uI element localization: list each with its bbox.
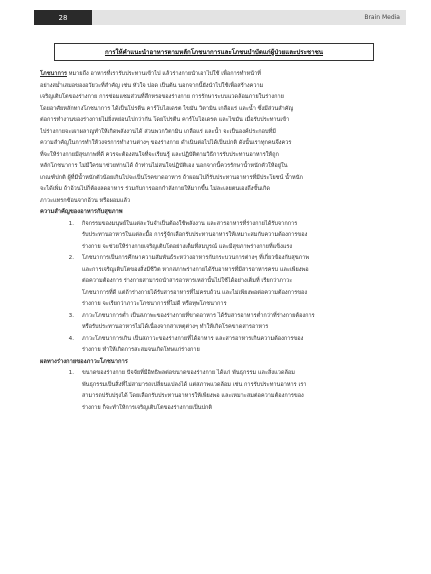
intro-line: จะได้เพิ่ม ถ้าอ้วนไปก็ต้องลดอาหาร ร่วมกับการออกกำลังกายให้มากขึ้น ไม่ละเลยตนเองถึงขั้นเกิด [40,186,270,192]
list-line: สามารถปรับปรุงได้ โดยเลือกรับประทานอาหารให้เพียงพอ และเหมาะสมต่อความต้องการของ [82,393,304,399]
list-item [40,311,388,334]
list-line: ร่างกาย ก็จะทำให้การเจริญเติบโตของร่างกายเป็นปกติ [82,404,213,411]
intro-line: เกณฑ์ปกติ ผู้ที่มีน้ำหนักตัวน้อยเกินไปจะเป็นโรคขาดอาหาร ถ้าผอมไปก็รับประทานอาหารที่มีประโยชน์ น้ำหนัก [40,174,303,181]
list-line: ภาวะโภชนาการเกิน เป็นสภาวะของร่างกายที่ได้อาหาร และสารอาหารเกินความต้องการของ [82,335,304,342]
intro-line: โดยอาศัยหลักทางโภชนาการ ได้เป็นโปรตีน คาร์โบไฮเดรต ไขมัน วิตามิน เกลือแร่ และน้ำ ซึ่งมีส่วนสำคัญ [40,105,294,112]
list-line: และการเจริญเติบโตของสิ่งมีชีวิต หากสภาพร่างกายได้รับอาหารที่มีสารอาหารครบ และเพียงพอ [82,266,309,273]
intro-line: ไปร่างกายจะเผาผลาญทำให้เกิดพลังงานได้ ส่วนพวกวิตามิน เกลือแร่ และน้ำ จะเป็นองค์ประกอบที่มี [40,128,276,135]
list-line: ร่างกาย จะเรียกว่าภาวะโภชนาการที่ไม่ดี หรือทุพโภชนาการ [82,301,227,307]
body-text [40,69,388,414]
list-line: ร่างกาย ทำให้เกิดการสะสมจนเกิดโทษแก่ร่างกาย [82,347,200,353]
publisher-name: Brain Media [364,14,400,21]
list-line: ต่อความต้องการ ร่างกายสามารถนำสารอาหารเหล่านั้นไปใช้ได้อย่างเต็มที่ เรียกว่าภาวะ [82,278,293,284]
intro-lead-term: โภชนาการ [40,71,67,77]
page-number: 28 [34,10,92,25]
list-number: 1. [68,370,74,376]
page-header [34,10,406,25]
intro-line: ความสำคัญในการทำให้วงจรการทำงานต่างๆ ของร่างกาย ดำเนินต่อไปได้เป็นปกติ ดังนั้นเราทุกคนจึงควร [40,140,292,146]
intro-line: อย่างสม่ำเสมอของอวัยวะที่สำคัญ เช่น หัวใจ ปอด เป็นต้น นอกจากนี้ยังนำไปใช้เพื่อสร้างความ [40,82,264,89]
numbered-list [40,219,388,357]
list-line: รับประทานอาหารในแต่ละมื้อ การรู้จักเลือกรับประทานอาหารให้เหมาะสมกับความต้องการของ [82,232,308,238]
list-item [40,368,388,414]
list-item-body [82,311,388,334]
list-line: ภาวะโภชนาการต่ำ เป็นสภาพะของร่างกายที่ขาดอาหาร ได้รับสารอาหารต่ำกว่าที่ร่างกายต้องการ [82,312,315,319]
list-item-body [82,368,388,414]
list-number: 2. [68,255,74,261]
section-heading: ผลทางร่างกายของภาวะโภชนาการ [40,358,128,365]
list-number: 3. [68,312,74,319]
list-line: กิจกรรมของมนุษย์ในแต่ละวันจำเป็นต้องใช้พลังงาน และสารอาหารที่ร่างกายได้รับจากการ [82,220,298,227]
intro-line: ที่จะให้ร่างกายมีสุขภาพที่ดี ควรจะต้องสนใจที่จะเรียนรู้ และปฏิบัติตามวิธีการรับประทานอาหารให้ถูก [40,151,279,158]
intro-line-text: หมายถึง อาหารที่เรารับประทานเข้าไป แล้วร่างกายนำเอาไปใช้ เพื่อการทำหน้าที่ [67,71,261,77]
list-item [40,334,388,357]
intro-line: ต่อการทำงานของร่างกายไม่ยิ่งหย่อนไปกว่ากัน โดยโปรตีน คาร์โบไฮเดรต และไขมัน เมื่อรับประทานเข้า [40,117,290,123]
list-item [40,253,388,311]
numbered-list [40,368,388,414]
intro-line: หลักโภชนาการ ไม่มีใครมาช่วยท่านได้ ถ้าท่านไม่สนใจปฏิบัติเอง นอกจากนี้ควรรักษาน้ำหนักตัวให้อยู่ใน [40,163,288,169]
list-line: ขนาดของร่างกาย ปัจจัยที่มีอิทธิพลต่อขนาดของร่างกาย ได้แก่ พันธุกรรม และสิ่งแวดล้อม [82,370,295,376]
intro-line: ภาวะแทรกซ้อนจากอ้วน หรือผอมแล้ว [40,197,131,204]
intro-paragraph [40,69,388,207]
section-heading: ความสำคัญของอาหารกับสุขภาพ [40,209,123,215]
list-line: หรือรับประทานอาหารไม่ได้เนื่องจากสาเหตุต่างๆ ทำให้เกิดโรคขาดสารอาหาร [82,324,269,330]
list-line: โภชนาการเป็นการศึกษาความสัมพันธ์ระหว่างอาหารกับกระบวนการต่างๆ ที่เกี่ยวข้องกับสุขภาพ [82,255,310,261]
list-item-body [82,334,388,357]
list-number: 4. [68,335,74,342]
intro-line [40,69,388,81]
list-line: โภชนาการที่ดี แต่ถ้าร่างกายได้รับสารอาหารที่ไม่ครบถ้วน และไม่เพียงพอต่อความต้องการของ [82,289,308,296]
list-item-body [82,219,388,254]
list-number: 1. [68,220,74,227]
list-item [40,219,388,254]
list-line: ร่างกาย จะช่วยให้ร่างกายเจริญเติบโตอย่างเต็มที่สมบูรณ์ และมีสุขภาพร่างกายที่แข็งแรง [82,243,293,250]
chapter-title: การให้คำแนะนำอาหารตามหลักโภชนาการและโภชนบำบัดแก่ผู้ป่วยและประชาชน [54,43,374,61]
intro-line: เจริญเติบโตของร่างกาย การซ่อมแซมส่วนที่สึกหรอของร่างกาย การรักษาระบบแวดล้อมภายในร่างกาย [40,94,284,100]
list-item-body [82,253,388,311]
list-line: พันธุกรรมเป็นสิ่งที่ไม่สามารถเปลี่ยนแปลงได้ แต่สภาพแวดล้อม เช่น การรับประทานอาหาร เรา [82,381,307,388]
